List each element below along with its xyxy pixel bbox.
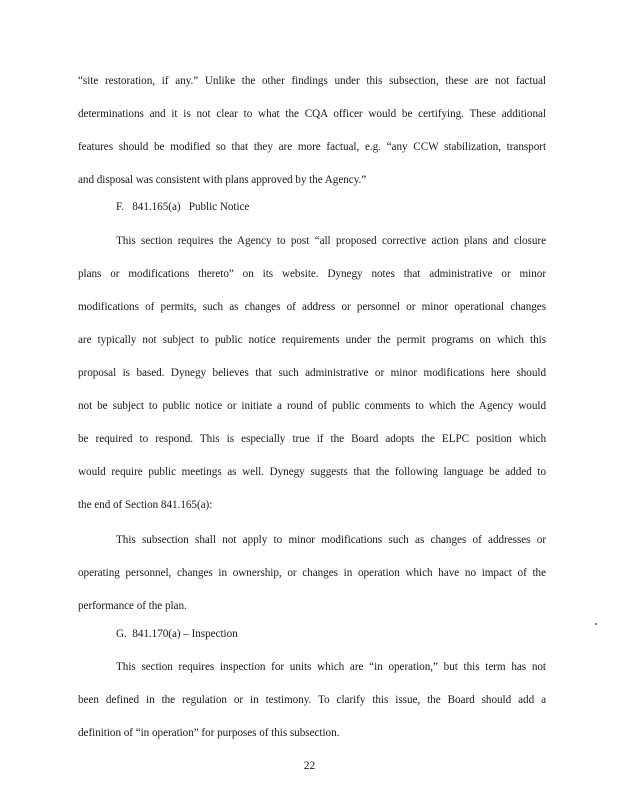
- paragraph-line: proposal is based. Dynegy believes that such administrative or minor modifications here should: [78, 367, 546, 379]
- paragraph-line: the end of Section 841.165(a):: [78, 499, 213, 511]
- paragraph-line: definition of “in operation” for purposes of this subsection.: [78, 727, 340, 739]
- section-heading: G. 841.170(a) – Inspection: [116, 628, 238, 640]
- paragraph-line: determinations and it is not clear to what the CQA officer would be certifying. These additional: [78, 108, 546, 120]
- paragraph-line: operating personnel, changes in ownership, or changes in operation which have no impact of the: [78, 567, 546, 579]
- paragraph-line: would require public meetings as well. Dynegy suggests that the following language be added to: [78, 466, 546, 478]
- paragraph-line: be required to respond. This is especially true if the Board adopts the ELPC position which: [78, 433, 546, 445]
- scan-speck: [595, 623, 597, 625]
- paragraph-line: not be subject to public notice or initiate a round of public comments to which the Agency would: [78, 400, 546, 412]
- page-number: 22: [303, 760, 316, 772]
- section-heading: F. 841.165(a) Public Notice: [116, 201, 250, 213]
- paragraph-line: plans or modifications thereto” on its website. Dynegy notes that administrative or minor: [78, 268, 546, 280]
- paragraph-line: performance of the plan.: [78, 600, 187, 612]
- paragraph-line: This section requires inspection for units which are “in operation,” but this term has not: [116, 661, 546, 673]
- paragraph-line: are typically not subject to public notice requirements under the permit programs on which this: [78, 334, 546, 346]
- paragraph-line: been defined in the regulation or in testimony. To clarify this issue, the Board should add a: [78, 694, 546, 706]
- paragraph-line: and disposal was consistent with plans approved by the Agency.”: [78, 174, 367, 186]
- paragraph-line: modifications of permits, such as changes of address or personnel or minor operational changes: [78, 301, 546, 313]
- paragraph-line: features should be modified so that they are more factual, e.g. “any CCW stabilization, transport: [78, 141, 546, 153]
- paragraph-line: This section requires the Agency to post “all proposed corrective action plans and closure: [116, 235, 546, 247]
- paragraph-line: “site restoration, if any.” Unlike the other findings under this subsection, these are not factual: [78, 75, 546, 87]
- paragraph-line: This subsection shall not apply to minor modifications such as changes of addresses or: [116, 534, 546, 546]
